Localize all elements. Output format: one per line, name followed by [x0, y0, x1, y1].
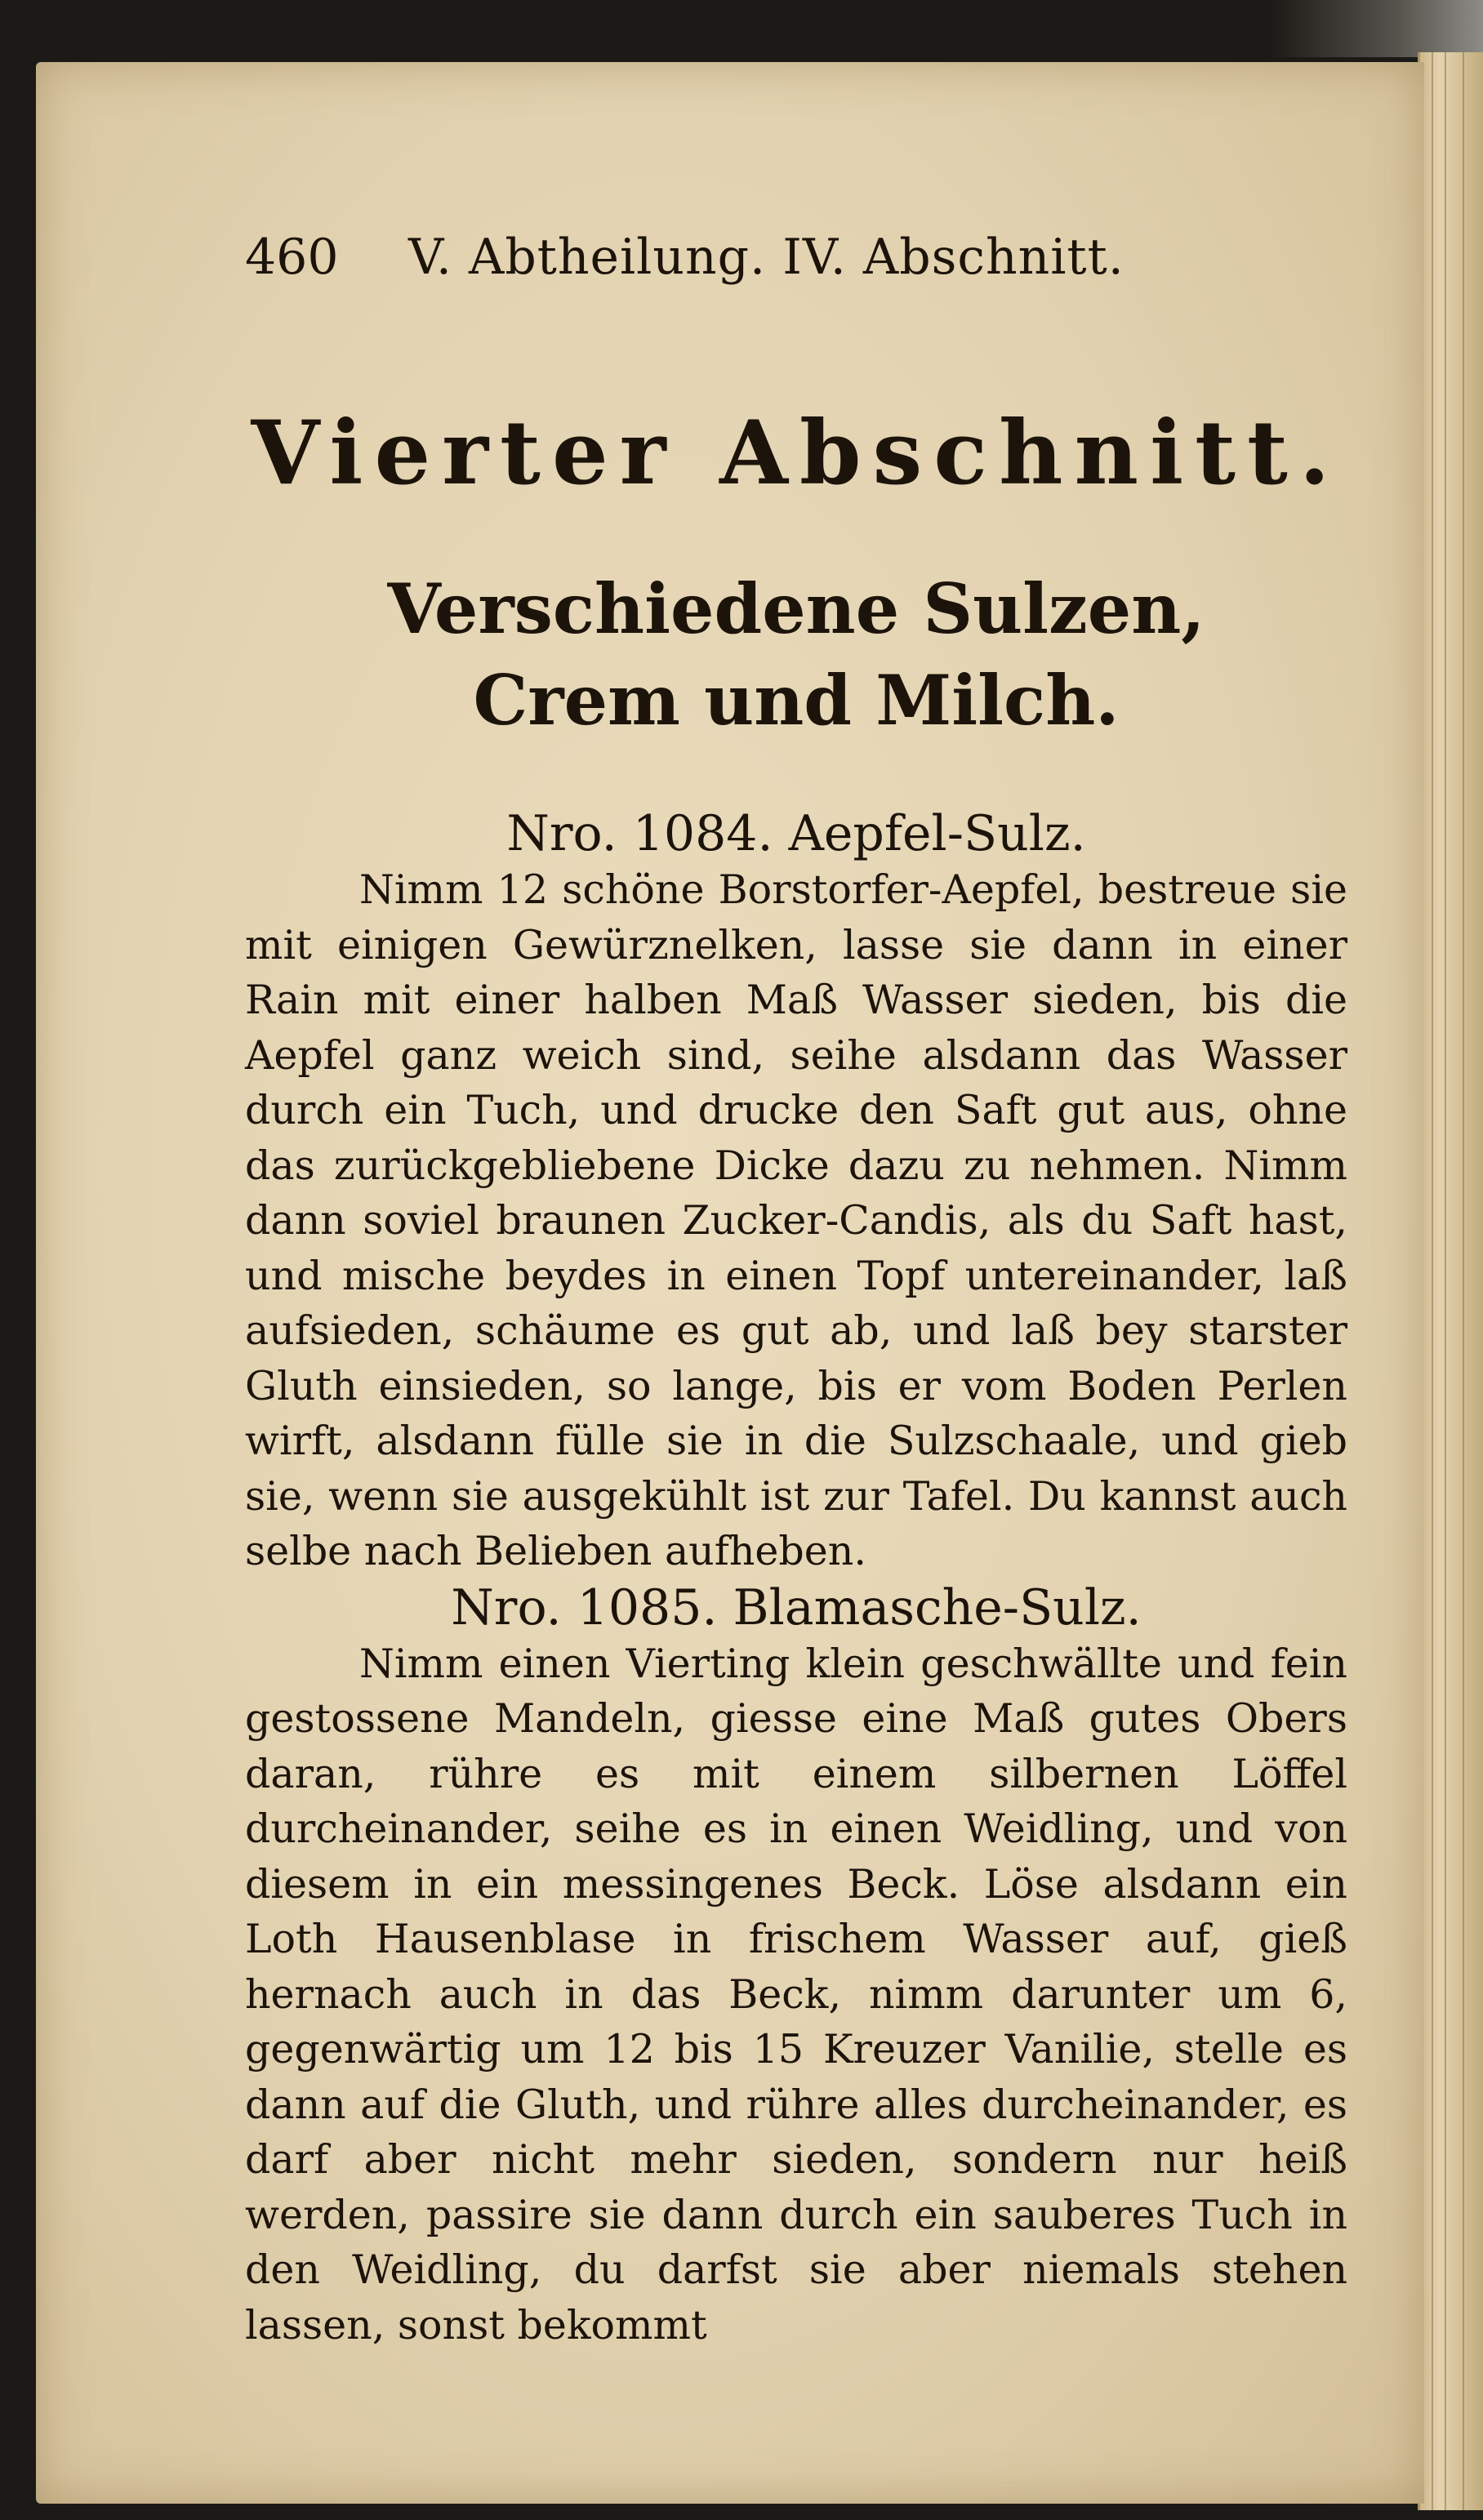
page-content — [245, 229, 1347, 2353]
running-head: V. Abtheilung. IV. Abschnitt. — [408, 229, 1124, 286]
page-number: 460 — [245, 229, 339, 286]
section-title: Vierter Abschnitt. — [251, 402, 1342, 505]
recipe-text: Nimm einen Vierting klein geschwällte und fein gestossene Mandeln, giesse eine Maß gutes Obers daran, rühre es mit einem silbernen Löffel durcheinander, seihe es in einen Weidling, und von diesem in ein messingenes Beck. Löse alsdann ein Loth Hausenblase in frischem Wasser auf, gieß hernach auch in das Beck, nimm darunter um 6, gegenwärtig um 12 bis 15 Kreuzer Vanilie, stelle es dann auf die Gluth, und rühre alles durcheinander, es darf aber nicht mehr sieden, sondern nur heiß werden, passire sie dann durch ein sauberes Tuch in den Weidling, du darfst sie aber niemals stehen lassen, sonst bekommt — [245, 1640, 1347, 2349]
adjacent-page-edge — [1418, 52, 1483, 2510]
recipe-text: Nimm 12 schöne Borstorfer-Aepfel, bestreue sie mit einigen Gewürznelken, lasse sie dann in einer Rain mit einer halben Maß Wasser sieden, bis die Aepfel ganz weich sind, seihe alsdann das Wasser durch ein Tuch, und drucke den Saft gut aus, ohne das zurückgebliebene Dicke dazu zu nehmen. Nimm dann soviel braunen Zucker-Candis, als du Saft hast, und mische beydes in einen Topf untereinander, laß aufsieden, schäume es gut ab, und laß bey starster Gluth einsieden, so lange, bis er vom Boden Perlen wirft, alsdann fülle sie in die Sulzschaale, und gieb sie, wenn sie ausgekühlt ist zur Tafel. Du kannst auch selbe nach Belieben aufheben. — [245, 866, 1347, 1574]
page-header — [245, 229, 1347, 304]
recipe-title: Nro. 1085. Blamasche-Sulz. — [451, 1578, 1142, 1636]
recipe-title: Nro. 1084. Aepfel-Sulz. — [506, 805, 1086, 862]
scan-background-corner — [1271, 0, 1483, 57]
section-subtitle: Verschiedene Sulzen, Crem und Milch. — [387, 568, 1205, 741]
